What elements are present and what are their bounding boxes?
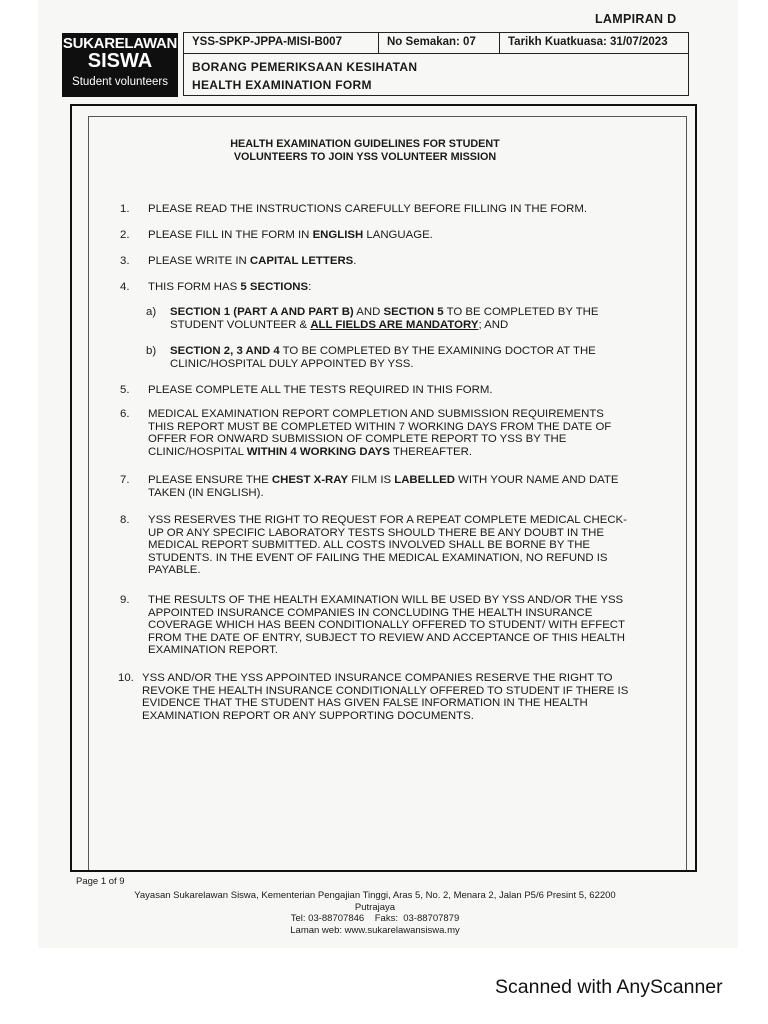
guideline-item: 8. YSS RESERVES THE RIGHT TO REQUEST FOR A REPEAT COMPLETE MEDICAL CHECK- UP OR ANY SPECIFIC LABORATORY TESTS SHOULD THERE BE ANY DOUBT IN THE MEDICAL REPORT SUBMITTED. ALL COSTS INVOLVED SHALL BE BORNE BY THE STUDENTS. IN THE EVENT OF FAILING THE MEDICAL EXAMINATION, NO REFUND IS PAYABLE. — [120, 514, 627, 577]
logo-tagline: Student volunteers — [72, 76, 168, 88]
guideline-item: 9. THE RESULTS OF THE HEALTH EXAMINATION WILL BE USED BY YSS AND/OR THE YSS APPOINTED INSURANCE COMPANIES IN CONCLUDING THE HEALTH INSURANCE COVERAGE WHICH HAS BEEN CONDITIONALLY OFFERED TO STUDENT/ WITH EFFECT FROM THE DATE OF ENTRY, SUBJECT TO REVIEW AND ACCEPTANCE OF THIS HEALTH EXAMINATION REPORT. — [120, 594, 626, 657]
document-code: YSS-SPKP-JPPA-MISI-B007 — [184, 33, 379, 53]
guideline-item: 10. YSS AND/OR THE YSS APPOINTED INSURANCE COMPANIES RESERVE THE RIGHT TO REVOKE THE HEALTH INSURANCE CONDITIONALLY OFFERED TO STUDENT IF THERE IS EVIDENCE THAT THE STUDENT HAS GIVEN FALSE INFORMATION IN THE HEALTH EXAMINATION REPORT OR ANY SUPPORTING DOCUMENTS. — [118, 672, 629, 722]
form-header-box — [183, 32, 689, 96]
guidelines-title: HEALTH EXAMINATION GUIDELINES FOR STUDENT VOLUNTEERS TO JOIN YSS VOLUNTEER MISSION — [230, 138, 500, 163]
appendix-label: LAMPIRAN D — [595, 12, 677, 26]
scanner-watermark: Scanned with AnyScanner — [495, 976, 723, 998]
logo-line1: SUKARELAWAN — [62, 35, 178, 52]
form-title-malay: BORANG PEMERIKSAAN KESIHATAN — [192, 60, 418, 74]
footer-website: Laman web: www.sukarelawansiswa.my — [290, 924, 460, 936]
effective-date: Tarikh Kuatkuasa: 31/07/2023 — [508, 36, 668, 48]
footer-address: Yayasan Sukarelawan Siswa, Kementerian Pengajian Tinggi, Aras 5, No. 2, Menara 2, Jalan P5/6 Presint 5, 62200 Putrajaya Tel: 03-88707846 Faks: 03-88707879 Laman web: www.sukarelawansiswa.my — [90, 890, 660, 936]
form-title-english: HEALTH EXAMINATION FORM — [192, 78, 372, 92]
logo — [62, 33, 178, 97]
logo-line2: SISWA — [87, 50, 153, 72]
page-number: Page 1 of 9 — [76, 876, 125, 887]
revision-number: No Semakan: 07 — [379, 33, 500, 53]
